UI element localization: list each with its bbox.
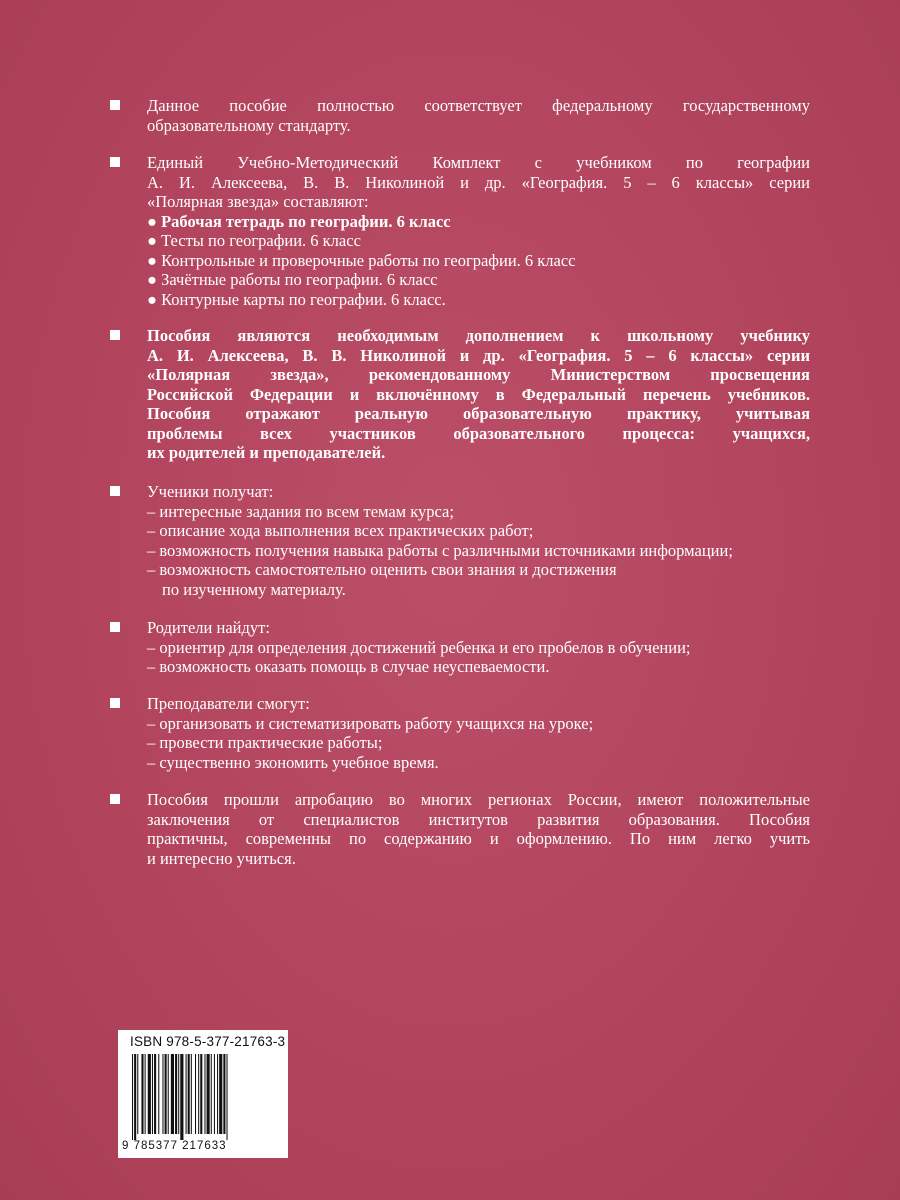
barcode-bar — [175, 1054, 177, 1134]
barcode-bar — [204, 1054, 205, 1134]
square-bullet-icon — [110, 330, 120, 340]
barcode-bar — [191, 1054, 192, 1134]
barcode-bar — [188, 1054, 190, 1134]
barcode-bar — [171, 1054, 174, 1134]
barcode-bar — [223, 1054, 225, 1134]
umk-item-credit-works: ● Зачётные работы по географии. 6 класс — [147, 270, 438, 289]
barcode-bar — [211, 1054, 212, 1134]
square-bullet-icon — [110, 698, 120, 708]
text-line: практичны, современны по содержанию и оформлению. По ним легко учить — [147, 829, 810, 848]
barcode-bar — [219, 1054, 222, 1134]
text-line: Российской Федерации и включённому в Федеральный перечень учебников. — [147, 384, 810, 404]
barcode-bar — [134, 1054, 136, 1142]
umk-item-contour-maps: ● Контурные карты по географии. 6 класс. — [147, 289, 446, 309]
section-supplement — [110, 326, 810, 463]
barcode-icon — [130, 1054, 280, 1142]
barcode-bar — [141, 1054, 143, 1134]
text-line: образовательному стандарту. — [147, 115, 351, 135]
text-line: «Полярная звезда», рекомендованному Министерством просвещения — [147, 365, 810, 384]
section-students — [110, 482, 810, 599]
square-bullet-icon — [110, 794, 120, 804]
list-item: – существенно экономить учебное время. — [147, 752, 439, 772]
text-line: А. И. Алексеева, В. В. Николиной и др. «География. 5 – 6 классы» серии — [147, 172, 810, 192]
list-item: – интересные задания по всем темам курса; — [147, 501, 454, 521]
list-item: – ориентир для определения достижений ребенка и его пробелов в обучении; — [147, 637, 691, 657]
section-approbation — [110, 790, 810, 868]
barcode-digits: 9 785377 217633 — [122, 1140, 284, 1152]
section-parents — [110, 618, 810, 677]
barcode-bar — [227, 1054, 228, 1142]
section-heading: Преподаватели смогут: — [147, 694, 310, 713]
list-item: – провести практические работы; — [147, 733, 383, 752]
barcode-bar — [217, 1054, 218, 1134]
barcode-bar — [165, 1054, 167, 1134]
umk-item-control-works: ● Контрольные и проверочные работы по географии. 6 класс — [147, 250, 576, 270]
barcode-bar — [148, 1054, 151, 1134]
barcode-bar — [198, 1054, 199, 1134]
list-item: – организовать и систематизировать работу учащихся на уроке; — [147, 713, 594, 733]
barcode-bar — [178, 1054, 179, 1134]
text-line: проблемы всех участников образовательного процесса: учащихся, — [147, 423, 810, 443]
list-item: – возможность получения навыка работы с различными источниками информации; — [147, 540, 733, 560]
barcode-bar — [180, 1054, 183, 1142]
list-item-continuation: по изученному материалу. — [162, 579, 346, 599]
barcode-bar — [200, 1054, 202, 1134]
text-line: заключения от специалистов институтов развития образования. Пособия — [147, 809, 810, 829]
barcode-bar — [207, 1054, 210, 1134]
barcode-bar — [154, 1054, 156, 1134]
section-standard — [110, 96, 810, 135]
text-line: «Полярная звезда» составляют: — [147, 192, 369, 211]
section-umk — [110, 153, 810, 309]
umk-item-tests: ● Тесты по географии. 6 класс — [147, 231, 361, 250]
isbn-barcode-block — [118, 1030, 288, 1158]
list-item: – возможность самостоятельно оценить свои знания и достижения — [147, 560, 617, 579]
barcode-bar — [137, 1054, 138, 1134]
square-bullet-icon — [110, 157, 120, 167]
text-line: Данное пособие полностью соответствует федеральному государственному — [147, 96, 810, 115]
barcode-bar — [186, 1054, 187, 1134]
text-line: А. И. Алексеева, В. В. Николиной и др. «География. 5 – 6 классы» серии — [147, 345, 810, 365]
text-line: Единый Учебно-Методический Комплект с учебником по географии — [147, 153, 810, 172]
text-line: Пособия являются необходимым дополнением к школьному учебнику — [147, 326, 810, 345]
text-line: Пособия прошли апробацию во многих регионах России, имеют положительные — [147, 790, 810, 809]
barcode-bar — [152, 1054, 153, 1134]
barcode-bar — [162, 1054, 163, 1134]
barcode-bar — [195, 1054, 196, 1134]
barcode-bar — [158, 1054, 159, 1134]
square-bullet-icon — [110, 486, 120, 496]
section-heading: Родители найдут: — [147, 618, 270, 637]
list-item: – возможность оказать помощь в случае неуспеваемости. — [147, 657, 550, 676]
barcode-bar — [214, 1054, 215, 1134]
barcode-bar — [132, 1054, 133, 1142]
barcode-bar — [168, 1054, 169, 1134]
text-line: Пособия отражают реальную образовательную практику, учитывая — [147, 404, 810, 423]
section-teachers — [110, 694, 810, 772]
umk-item-workbook: ● Рабочая тетрадь по географии. 6 класс — [147, 211, 451, 231]
barcode-bar — [145, 1054, 146, 1134]
text-line: их родителей и преподавателей. — [147, 443, 386, 462]
square-bullet-icon — [110, 622, 120, 632]
isbn-label: ISBN 978-5-377-21763-3 — [130, 1034, 286, 1049]
list-item: – описание хода выполнения всех практических работ; — [147, 521, 534, 540]
square-bullet-icon — [110, 100, 120, 110]
section-heading: Ученики получат: — [147, 482, 274, 501]
text-line: и интересно учиться. — [147, 848, 296, 868]
